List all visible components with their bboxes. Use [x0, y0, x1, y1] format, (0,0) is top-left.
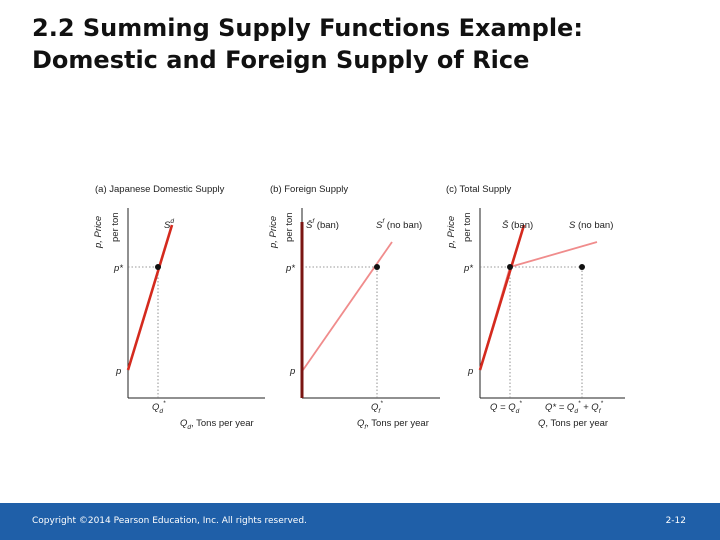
panel-a-xtick: $Q_d^*$ — [152, 400, 166, 415]
panel-c-xlabel: Q, Tons per year — [538, 418, 609, 429]
panel-c-ylabel-1: p, Price — [446, 215, 457, 248]
panel-a-ytick-high: p* — [114, 263, 123, 274]
panel-b-equilibrium-point — [374, 264, 380, 270]
slide-title-line-1: 2.2 Summing Supply Functions Example: — [32, 14, 583, 42]
slide-footer — [0, 503, 720, 540]
panel-b-series-label-no-ban: $S^f$ (no ban) — [376, 218, 423, 231]
panel-b-xlabel: $Q_f$, Tons per year — [357, 418, 429, 431]
slide-title — [32, 12, 702, 76]
panel-b-ytick-high: p* — [286, 263, 295, 274]
panel-c-ylabel-2: per ton — [462, 212, 473, 242]
panel-b — [268, 184, 440, 431]
panel-a-supply-sd — [128, 225, 172, 370]
panel-a-equilibrium-point — [155, 264, 161, 270]
panel-a-ylabel-1: p, Price — [93, 215, 104, 248]
panel-b-series-label-ban: S̄$^f$ (ban) — [306, 218, 339, 231]
panel-c-supply-ban — [480, 225, 524, 370]
panel-c-title: (c) Total Supply — [446, 184, 512, 195]
panel-c-series-label-no-ban: S (no ban) — [569, 220, 614, 231]
panel-c-equilibrium-no-ban — [579, 264, 585, 270]
panel-c-series-label-ban: S̄ (ban) — [502, 220, 534, 231]
supply-figure — [0, 170, 720, 440]
panel-b-ytick-low: p — [290, 366, 296, 377]
panel-b-ylabel-1: p, Price — [268, 215, 279, 248]
panel-b-ylabel-2: per ton — [284, 212, 295, 242]
panel-c-xtick-right: $Q* = Q_d^* + Q_f^*$ — [545, 400, 604, 415]
panel-b-xtick: $Q_f^*$ — [371, 400, 383, 415]
panel-a — [93, 184, 265, 431]
copyright-text: Copyright ©2014 Pearson Education, Inc. All rights reserved. — [32, 516, 307, 526]
panel-c-xtick-left: $Q = Q_d^*$ — [490, 400, 522, 415]
panel-a-ylabel-2: per ton — [110, 212, 121, 242]
panel-a-ytick-low: p — [116, 366, 122, 377]
page-number: 2-12 — [665, 516, 686, 526]
panel-c — [446, 184, 625, 429]
panel-c-supply-no-ban — [480, 242, 597, 370]
panel-a-series-label: $S^d$ — [164, 218, 174, 231]
panel-c-ytick-low: p — [468, 366, 474, 377]
panel-c-equilibrium-ban — [507, 264, 513, 270]
panel-c-ytick-high: p* — [464, 263, 473, 274]
panel-b-title: (b) Foreign Supply — [270, 184, 349, 195]
panel-a-title: (a) Japanese Domestic Supply — [95, 184, 225, 195]
slide-title-line-2: Domestic and Foreign Supply of Rice — [32, 46, 530, 74]
panel-b-supply-no-ban — [303, 242, 392, 370]
panel-a-xlabel: $Q_d$, Tons per year — [180, 418, 254, 431]
